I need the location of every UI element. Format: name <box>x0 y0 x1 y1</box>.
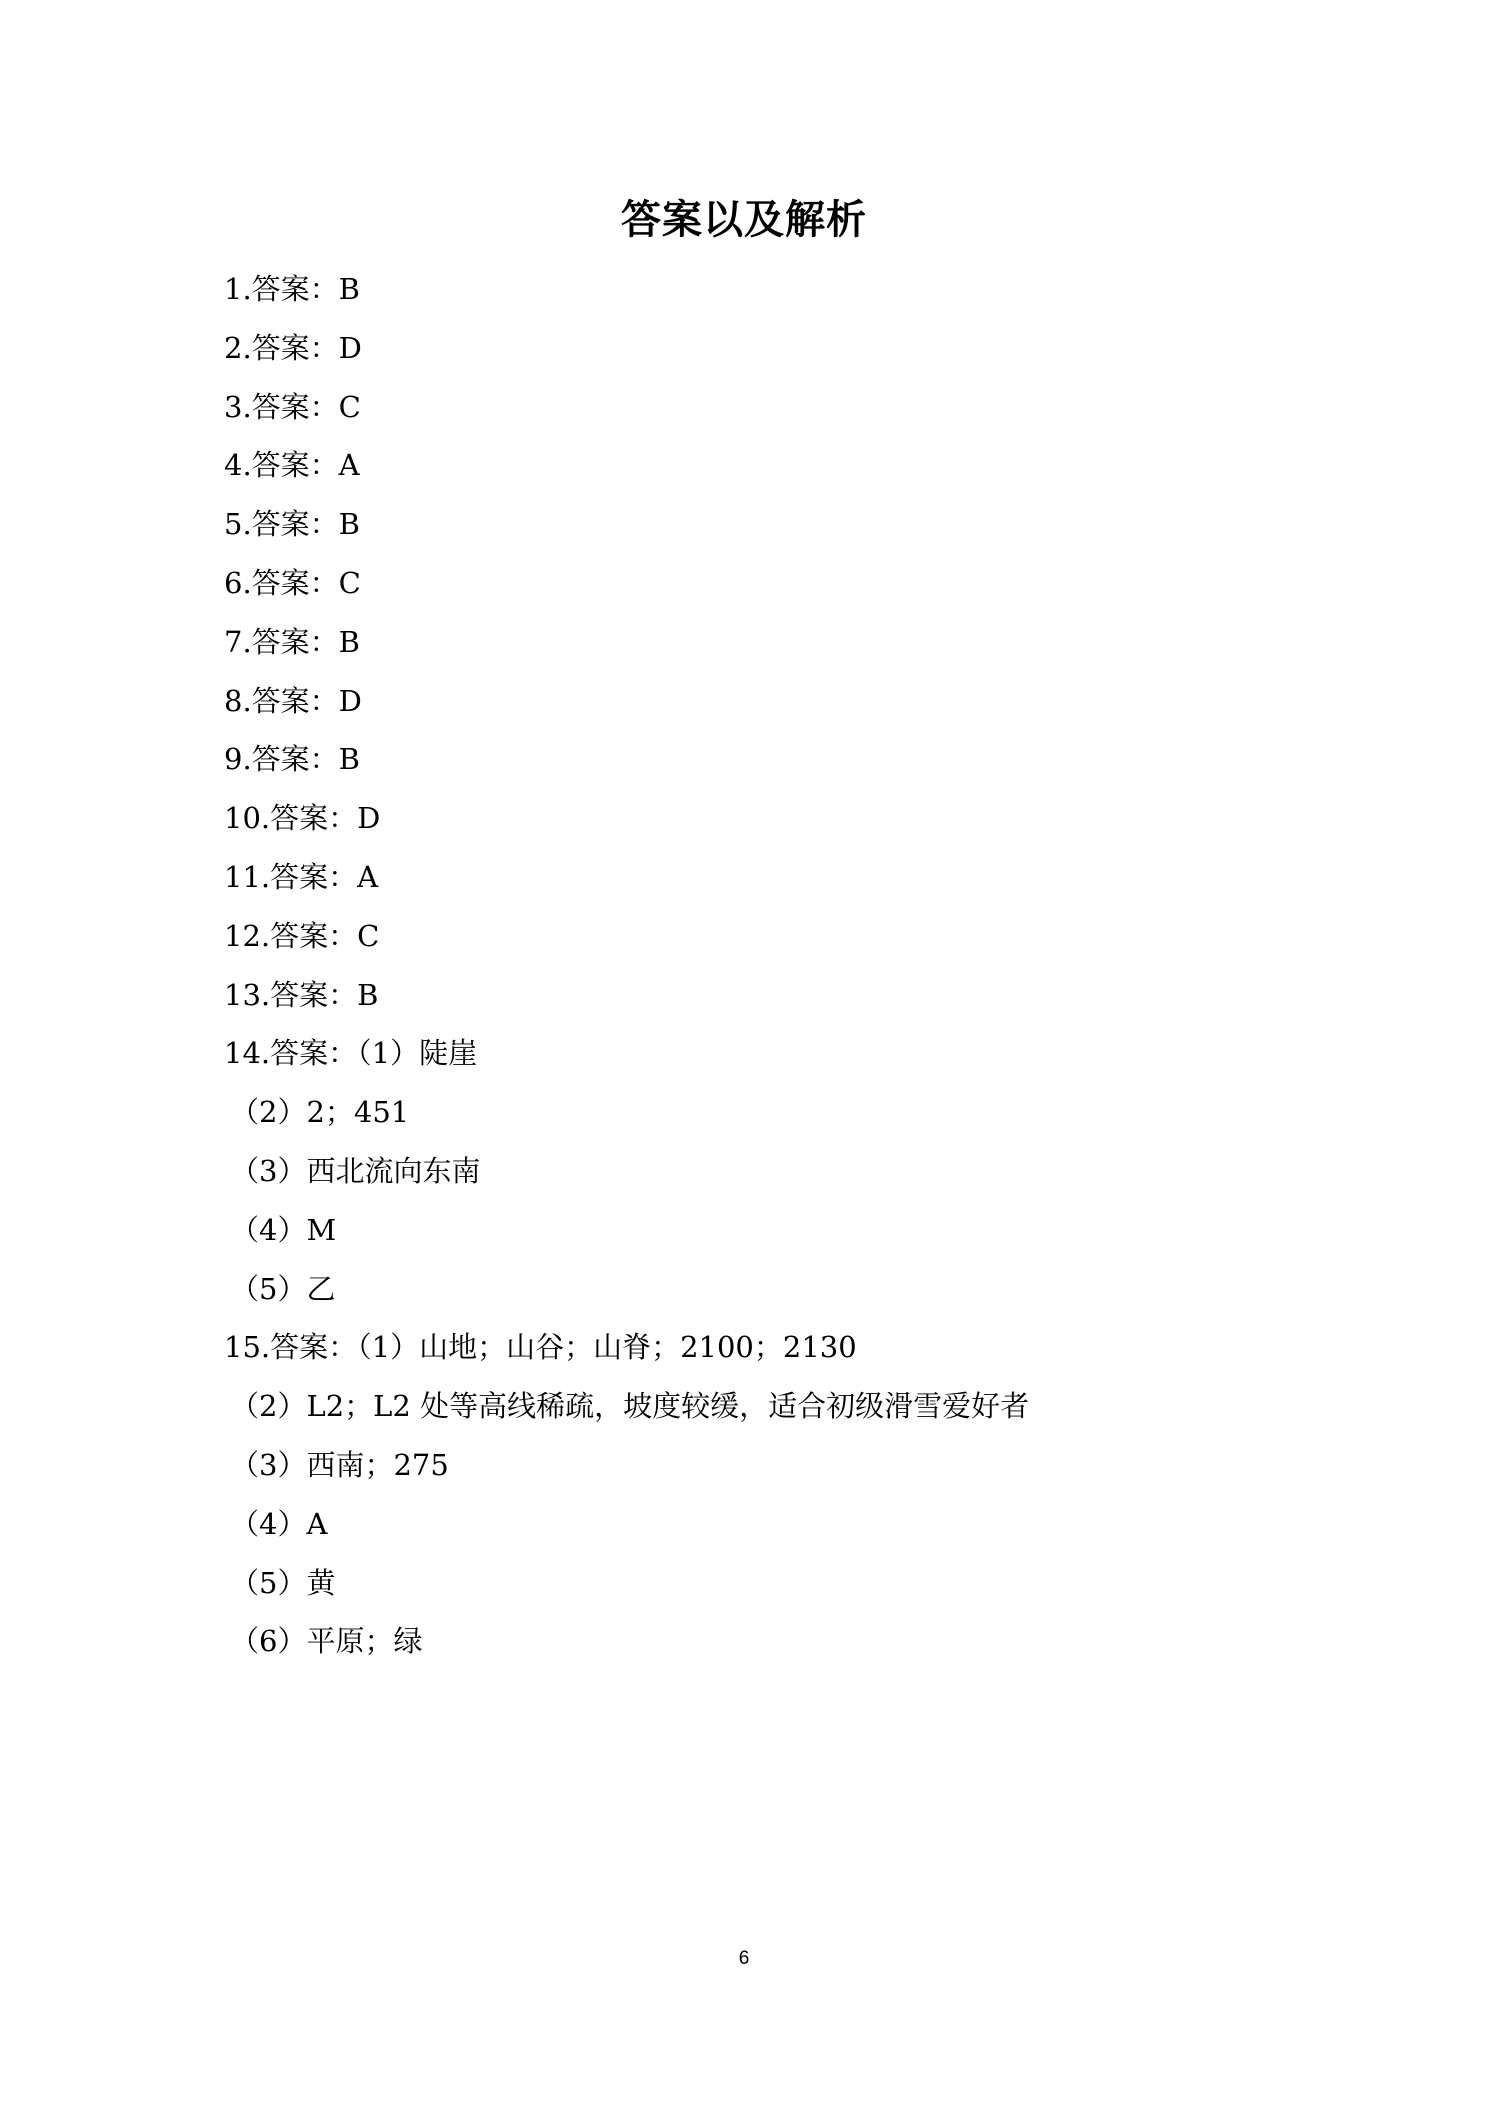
answer-14-part-2: （2）2；451 <box>230 1095 410 1130</box>
answer-4: 4.答案：A <box>224 448 360 483</box>
answer-7: 7.答案：B <box>224 624 360 659</box>
answer-3: 3.答案：C <box>224 389 361 424</box>
answer-14-part-3: （3）西北流向东南 <box>230 1153 481 1188</box>
answer-12: 12.答案：C <box>224 918 380 953</box>
answer-10: 10.答案：D <box>224 801 381 836</box>
answer-2: 2.答案：D <box>224 330 362 365</box>
page-title: 答案以及解析 <box>621 197 867 243</box>
answer-15-part-3: （3）西南；275 <box>230 1447 449 1482</box>
answer-list <box>224 266 1029 1677</box>
answer-8: 8.答案：D <box>224 683 362 718</box>
answer-5: 5.答案：B <box>224 507 360 542</box>
answer-14-part-5: （5）乙 <box>230 1271 336 1306</box>
answer-15: 15.答案：（1）山地；山谷；山脊；2100；2130 <box>224 1330 857 1365</box>
page-number: 6 <box>738 1948 750 1969</box>
answer-15-part-6: （6）平原；绿 <box>230 1624 423 1659</box>
answer-14: 14.答案：（1）陡崖 <box>224 1036 478 1071</box>
answer-14-part-4: （4）M <box>230 1212 337 1247</box>
answer-15-part-5: （5）黄 <box>230 1565 336 1600</box>
answer-9: 9.答案：B <box>224 742 360 777</box>
answer-11: 11.答案：A <box>224 859 379 894</box>
answer-15-part-4: （4）A <box>230 1506 328 1541</box>
answer-15-part-2: （2）L2；L2 处等高线稀疏，坡度较缓，适合初级滑雪爱好者 <box>230 1389 1030 1424</box>
answer-1: 1.答案：B <box>224 272 360 306</box>
answer-13: 13.答案：B <box>224 977 379 1012</box>
answer-6: 6.答案：C <box>224 565 361 600</box>
